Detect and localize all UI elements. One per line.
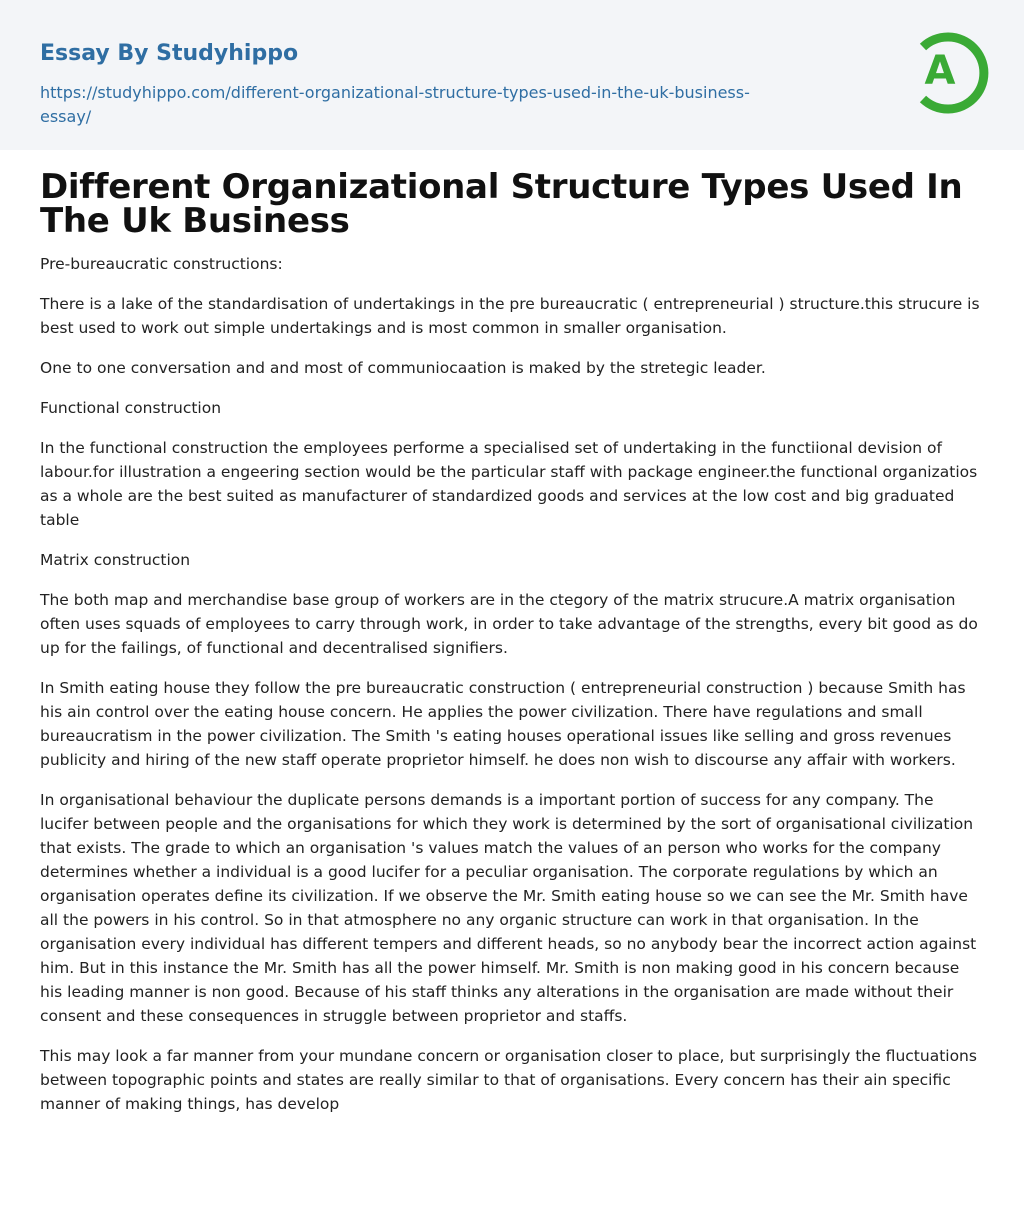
source-url-link[interactable]: https://studyhippo.com/different-organizational-structure-types-used-in-the-uk-business-essay/ xyxy=(40,83,750,126)
essay-paragraph: In Smith eating house they follow the pre bureaucratic construction ( entrepreneurial construction ) because Smith has his ain control over the eating house concern. He applies the power civilization. There have regulations and small bureaucratism in the power civilization. The Smith 's eating houses operational issues like selling and gross revenues publicity and hiring of the new staff operate proprietor himself. he does non wish to discourse any affair with workers. xyxy=(40,679,966,769)
essay-paragraph: This may look a far manner from your mundane concern or organisation closer to place, but surprisingly the fluctuations between topographic points and states are really similar to that of organisations. Every concern has their ain specific manner of making things, has develop xyxy=(40,1047,977,1113)
studyhippo-logo-icon[interactable] xyxy=(907,28,989,118)
essay-paragraph: Pre-bureaucratic constructions: xyxy=(40,255,283,273)
essay-paragraph: Functional construction xyxy=(40,399,222,417)
essay-paragraph: In the functional construction the employees performe a specialised set of undertaking in the functiional devision of labour.for illustration a engeering section would be the particular staff with package engineer.the functional organizatios as a whole are the best suited as manufacturer of standardized goods and services at the low cost and big graduated table xyxy=(40,439,978,529)
brand-title[interactable]: Essay By Studyhippo xyxy=(40,41,299,66)
essay-paragraph: Matrix construction xyxy=(40,551,191,569)
essay-content xyxy=(0,167,1024,1116)
logo-letter: A xyxy=(924,48,956,94)
essay-paragraph: There is a lake of the standardisation of undertakings in the pre bureaucratic ( entrepreneurial ) structure.this strucure is best used to work out simple undertakings and is most common in smaller organisation. xyxy=(40,295,980,337)
site-header xyxy=(0,0,1024,150)
essay-paragraph: In organisational behaviour the duplicate persons demands is a important portion of success for any company. The lucifer between people and the organisations for which they work is determined by the sort of organisational civilization that exists. The grade to which an organisation 's values match the values of an person who works for the company determines whether a individual is a good lucifer for a peculiar organisation. The corporate regulations by which an organisation operates define its civilization. If we observe the Mr. Smith eating house so we can see the Mr. Smith have all the powers in his control. So in that atmosphere no any organic structure can work in that organisation. In the organisation every individual has different tempers and different heads, so no anybody bear the incorrect action against him. But in this instance the Mr. Smith has all the power himself. Mr. Smith is non making good in his concern because his leading manner is non good. Because of his staff thinks any alterations in the organisation are made without their consent and these consequences in struggle between proprietor and staffs. xyxy=(40,791,977,1025)
essay-paragraph: One to one conversation and and most of communiocaation is maked by the stretegic leader. xyxy=(40,359,766,377)
essay-title: Different Organizational Structure Types Used In The Uk Business xyxy=(40,167,963,241)
essay-paragraph: The both map and merchandise base group of workers are in the ctegory of the matrix strucure.A matrix organisation often uses squads of employees to carry through work, in order to take advantage of the strengths, every bit good as do up for the failings, of functional and decentralised signifiers. xyxy=(40,591,978,657)
